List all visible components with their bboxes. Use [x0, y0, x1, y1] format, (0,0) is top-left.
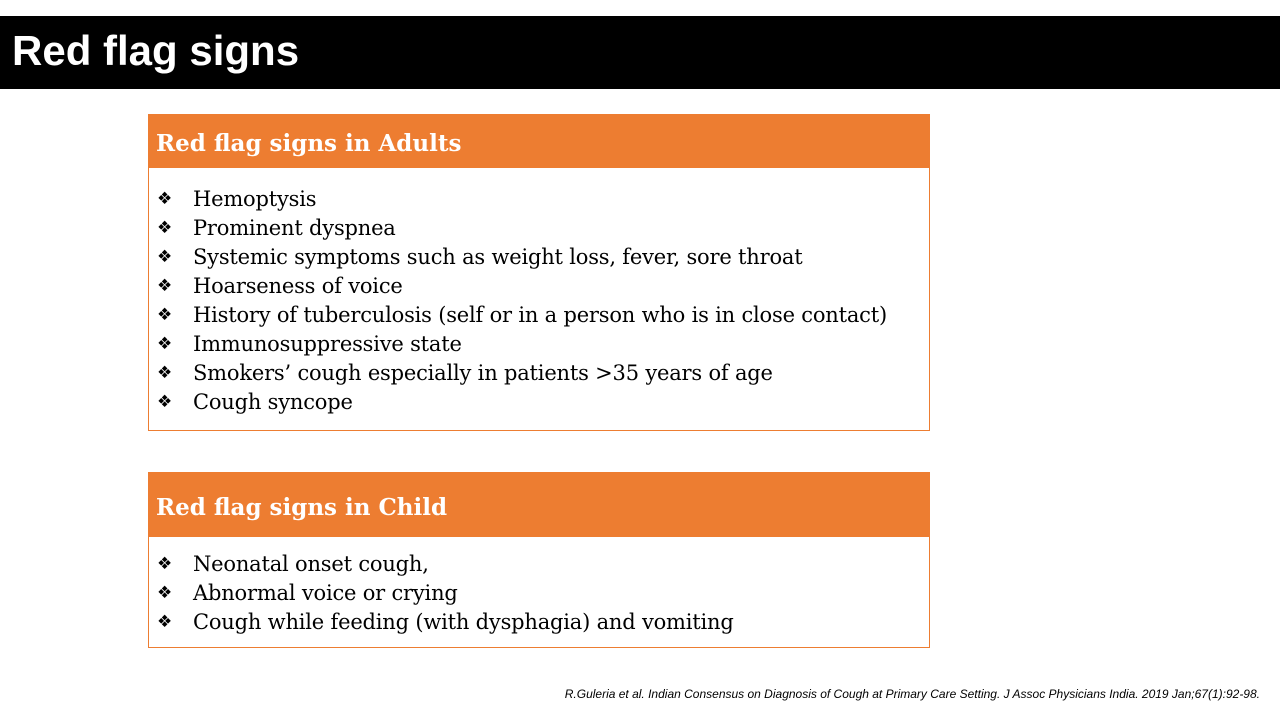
- child-box-heading: Red flag signs in Child: [149, 473, 929, 537]
- child-sign-list: [149, 537, 929, 636]
- diamond-bullet-icon: ❖: [157, 188, 173, 209]
- list-item: [149, 184, 929, 213]
- diamond-bullet-icon: ❖: [157, 246, 173, 267]
- diamond-bullet-icon: ❖: [157, 611, 173, 632]
- list-item: [149, 242, 929, 271]
- list-item-text: Cough syncope: [193, 389, 353, 414]
- diamond-bullet-icon: ❖: [157, 553, 173, 574]
- list-item-text: Abnormal voice or crying: [193, 580, 458, 605]
- list-item: [149, 213, 929, 242]
- adults-red-flag-box: [148, 114, 930, 431]
- diamond-bullet-icon: ❖: [157, 275, 173, 296]
- list-item: [149, 607, 929, 636]
- list-item-text: Prominent dyspnea: [193, 215, 396, 240]
- child-red-flag-box: [148, 472, 930, 648]
- diamond-bullet-icon: ❖: [157, 362, 173, 383]
- diamond-bullet-icon: ❖: [157, 582, 173, 603]
- list-item-text: Smokers’ cough especially in patients >35 years of age: [193, 360, 773, 385]
- adults-box-heading: Red flag signs in Adults: [149, 115, 929, 168]
- slide-title: Red flag signs: [12, 27, 300, 74]
- list-item-text: Hoarseness of voice: [193, 273, 403, 298]
- diamond-bullet-icon: ❖: [157, 391, 173, 412]
- adults-sign-list: [149, 168, 929, 416]
- diamond-bullet-icon: ❖: [157, 304, 173, 325]
- diamond-bullet-icon: ❖: [157, 333, 173, 354]
- list-item: [149, 358, 929, 387]
- list-item: [149, 300, 929, 329]
- list-item: [149, 549, 929, 578]
- list-item: [149, 387, 929, 416]
- list-item-text: Cough while feeding (with dysphagia) and vomiting: [193, 609, 734, 634]
- list-item: [149, 578, 929, 607]
- list-item: [149, 271, 929, 300]
- citation-reference: R.Guleria et al. Indian Consensus on Diagnosis of Cough at Primary Care Setting. J Assoc Physicians India. 2019 Jan;67(1):92-98.: [564, 687, 1260, 701]
- list-item-text: Systemic symptoms such as weight loss, fever, sore throat: [193, 244, 803, 269]
- list-item-text: Hemoptysis: [193, 186, 317, 211]
- diamond-bullet-icon: ❖: [157, 217, 173, 238]
- list-item-text: History of tuberculosis (self or in a person who is in close contact): [193, 302, 887, 327]
- list-item-text: Immunosuppressive state: [193, 331, 462, 356]
- list-item: [149, 329, 929, 358]
- list-item-text: Neonatal onset cough,: [193, 551, 429, 576]
